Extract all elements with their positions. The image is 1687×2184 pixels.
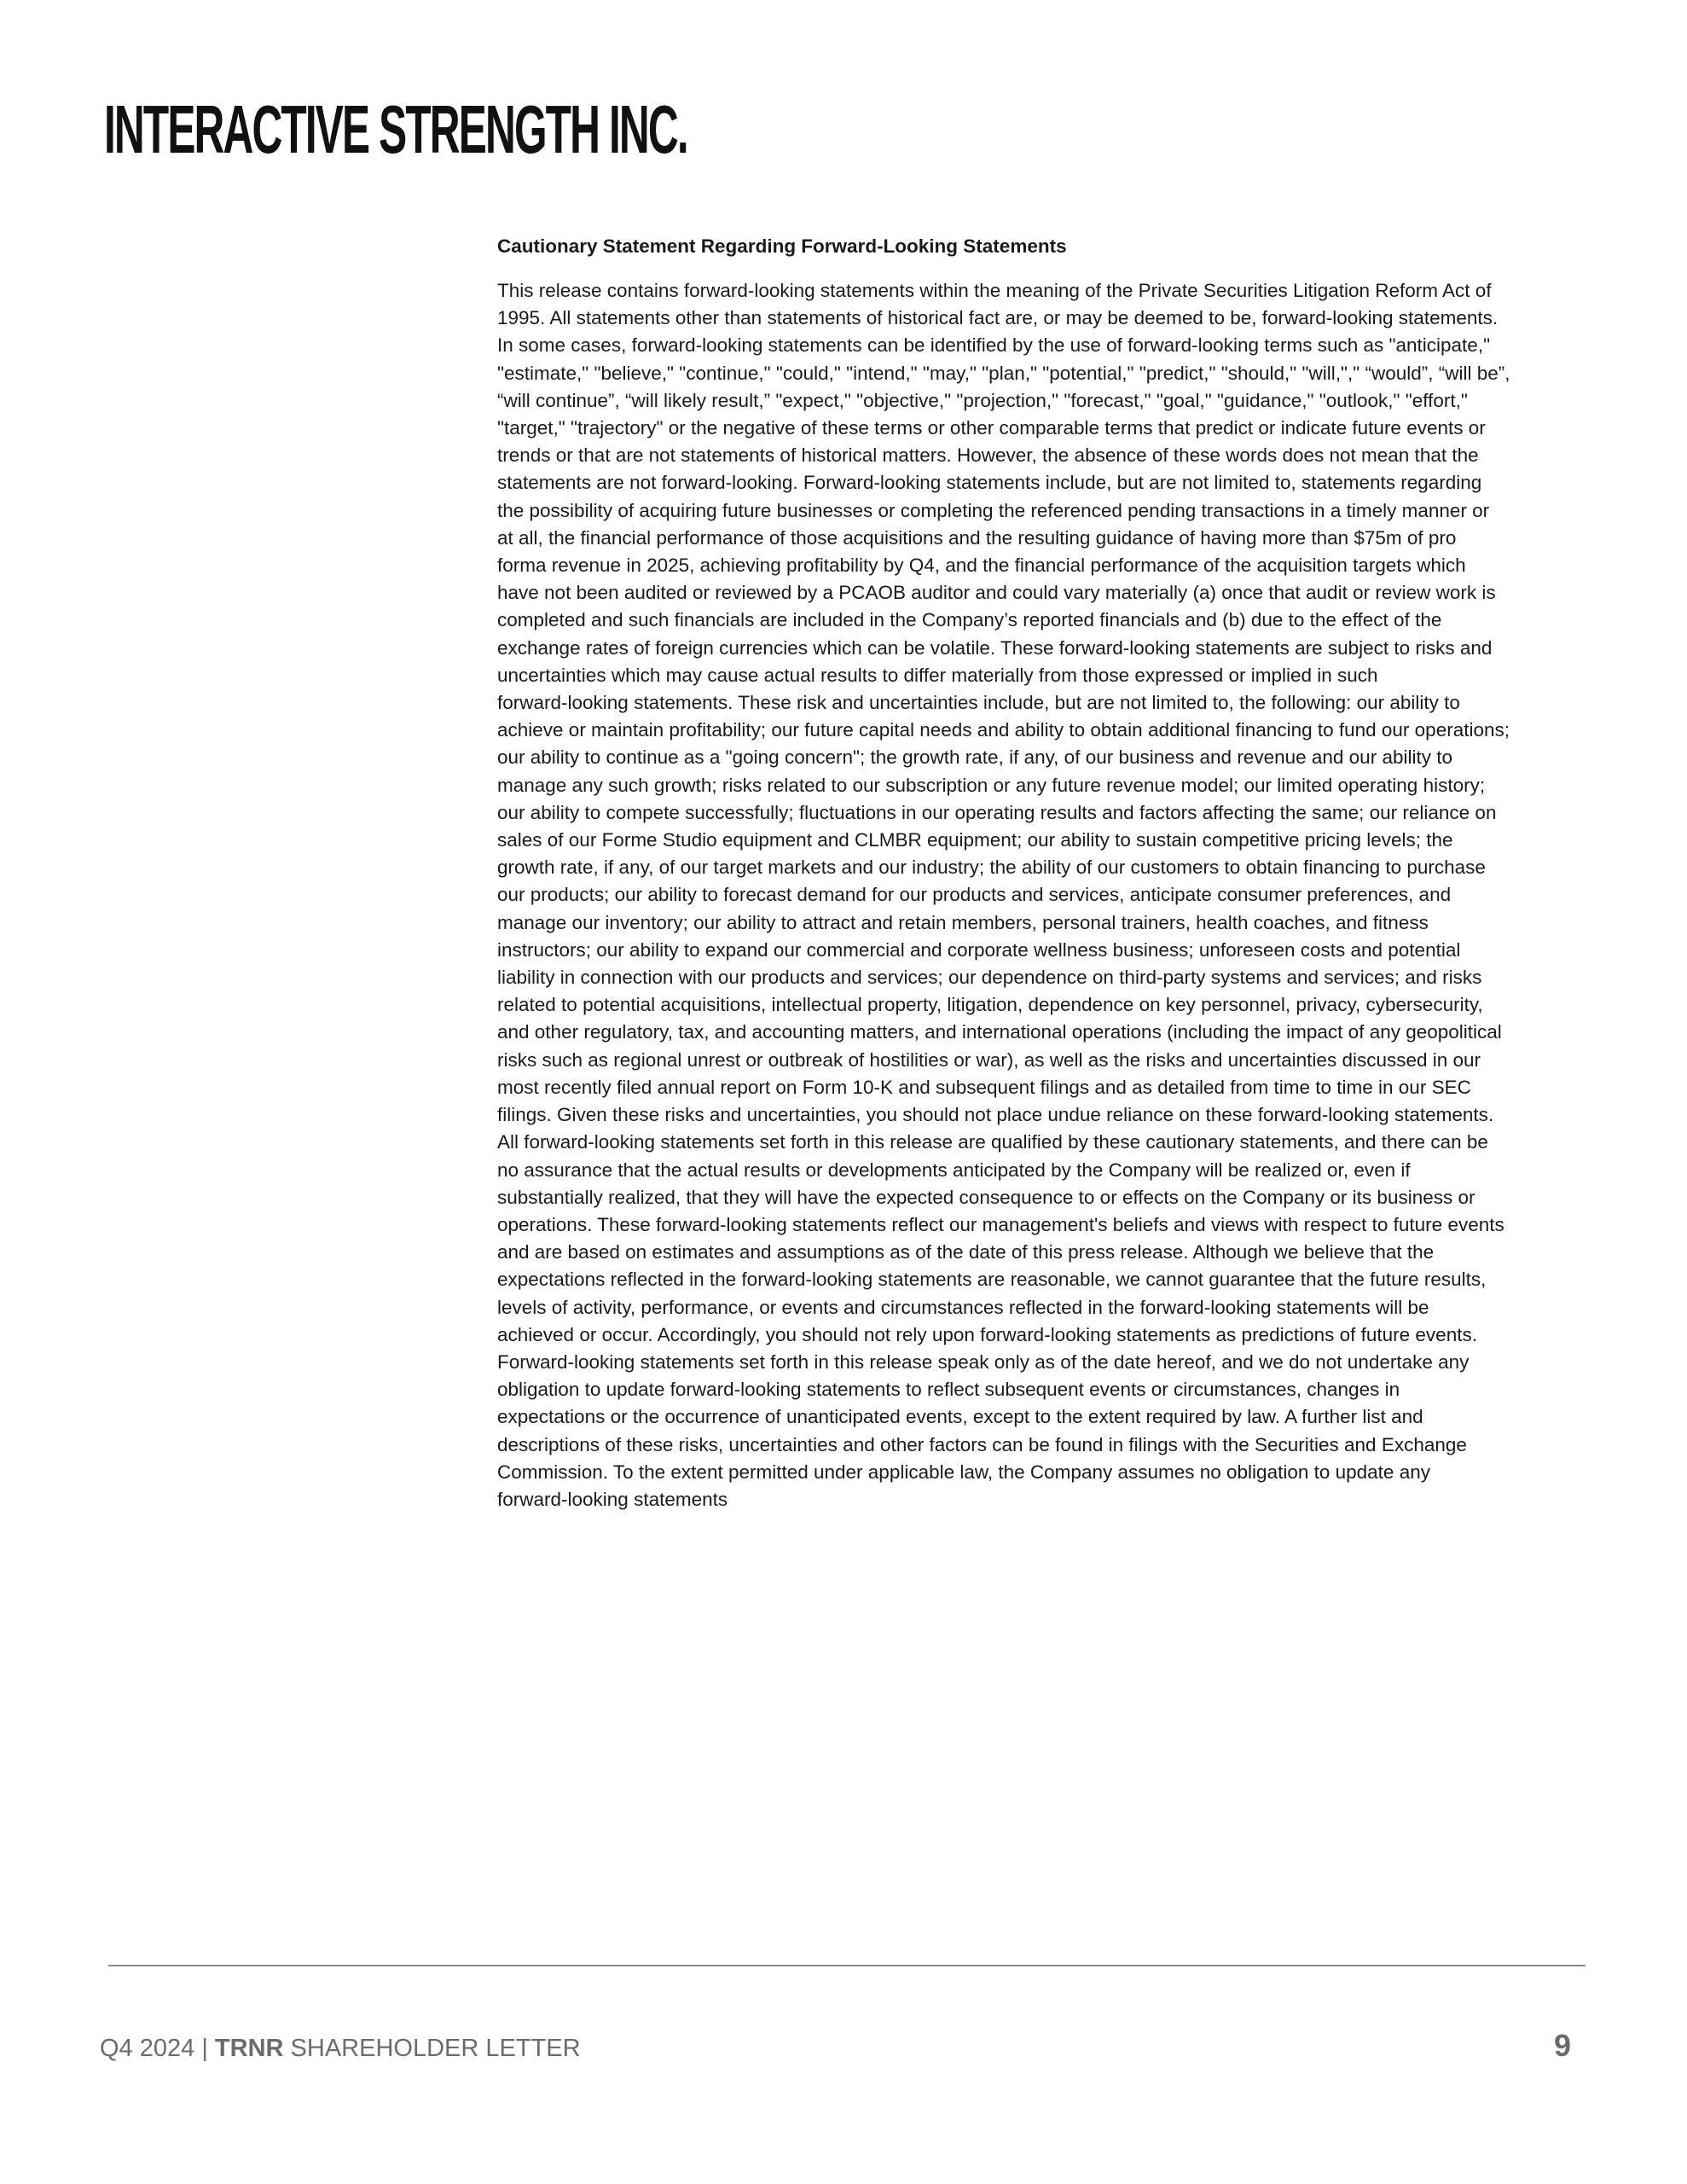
section-body: This release contains forward-looking statements within the meaning of the Private Securities Litigation Reform Act of 1995. All statements other than statements of historical fact are, or may be deemed to be, forward-looking statements. In some cases, forward-looking statements can be identified by the use of forward-looking terms such as "anticipate," "estimate," "believe," "continue," "could," "intend," "may," "plan," "potential," "predict," "should," "will,"," “would”, “will be”, “will continue”, “will likely result,” "expect," "objective," "projection," "forecast," "goal," "guidance," "outlook," "effort," "target," "trajectory" or the negative of these terms or other comparable terms that predict or indicate future events or trends or that are not statements of historical matters. However, the absence of these words does not mean that the statements are not forward-looking. Forward-looking statements include, but are not limited to, statements regarding the possibility of acquiring future businesses or completing the referenced pending transactions in a timely manner or at all, the financial performance of those acquisitions and the resulting guidance of having more than $75m of pro forma revenue in 2025, achieving profitability by Q4, and the financial performance of the acquisition targets which have not been audited or reviewed by a PCAOB auditor and could vary materially (a) once that audit or review work is completed and such financials are included in the Company’s reported financials and (b) due to the effect of the exchange rates of foreign currencies which can be volatile. These forward-looking statements are subject to risks and uncertainties which may cause actual results to differ materially from those expressed or implied in such forward-looking statements. These risk and uncertainties include, but are not limited to, the following: our ability to achieve or maintain profitability; our future capital needs and ability to obtain additional financing to fund our operations; our ability to continue as a "going concern"; the growth rate, if any, of our business and revenue and our ability to manage any such growth; risks related to our subscription or any future revenue model; our limited operating history; our ability to compete successfully; fluctuations in our operating results and factors affecting the same; our reliance on sales of our Forme Studio equipment and CLMBR equipment; our ability to sustain competitive pricing levels; the growth rate, if any, of our target markets and our industry; the ability of our customers to obtain financing to purchase our products; our ability to forecast demand for our products and services, anticipate consumer preferences, and manage our inventory; our ability to attract and retain members, personal trainers, health coaches, and fitness instructors; our ability to expand our commercial and corporate wellness business; unforeseen costs and potential liability in connection with our products and services; our dependence on third-party systems and services; and risks related to potential acquisitions, intellectual property, litigation, dependence on key personnel, privacy, cybersecurity, and other regulatory, tax, and accounting matters, and international operations (including the impact of any geopolitical risks such as regional unrest or outbreak of hostilities or war), as well as the risks and uncertainties discussed in our most recently filed annual report on Form 10-K and subsequent filings and as detailed from time to time in our SEC filings. Given these risks and uncertainties, you should not place undue reliance on these forward-looking statements. All forward-looking statements set forth in this release are qualified by these cautionary statements, and there can be no assurance that the actual results or developments anticipated by the Company will be realized or, even if substantially realized, that they will have the expected consequence to or effects on the Company or its business or operations. These forward-looking statements reflect our management's beliefs and views with respect to future events and are based on estimates and assumptions as of the date of this press release. Although we believe that the expectations reflected in the forward-looking statements are reasonable, we cannot guarantee that the future results, levels of activity, performance, or events and circumstances reflected in the forward-looking statements will be achieved or occur. Accordingly, you should not rely upon forward-looking statements as predictions of future events. Forward-looking statements set forth in this release speak only as of the date hereof, and we do not undertake any obligation to update forward-looking statements to reflect subsequent events or circumstances, changes in expectations or the occurrence of unanticipated events, except to the extent required by law. A further list and descriptions of these risks, uncertainties and other factors can be found in filings with the Securities and Exchange Commission. To the extent permitted under applicable law, the Company assumes no obligation to update any forward-looking statements	[497, 280, 1510, 1510]
forward-looking-section	[497, 230, 1597, 1513]
footer-period: Q4 2024 |	[100, 2035, 208, 2062]
footer-divider	[108, 1965, 1586, 1966]
footer-title: SHAREHOLDER LETTER	[290, 2035, 581, 2062]
section-heading: Cautionary Statement Regarding Forward-Looking Statements	[497, 235, 1067, 257]
footer-label	[100, 2031, 581, 2065]
page-number: 9	[1553, 2028, 1571, 2063]
company-logo: INTERACTIVE STRENGTH INC.	[104, 91, 687, 167]
footer-ticker: TRNR	[214, 2035, 284, 2062]
